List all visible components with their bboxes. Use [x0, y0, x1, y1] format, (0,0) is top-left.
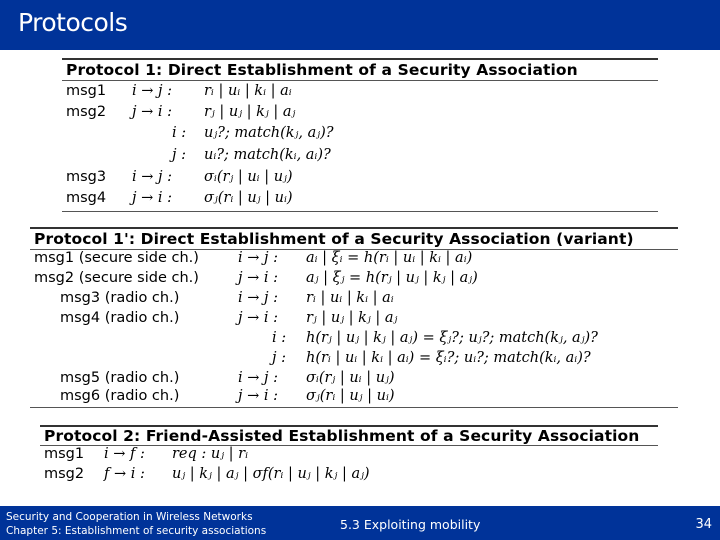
p1b-row-1-content: aᵢ | ξᵢ = h(rᵢ | uᵢ | kᵢ | aᵢ) [306, 250, 473, 266]
p1-row-1-dir: i → j : [132, 83, 172, 99]
footer-section: 5.3 Exploiting mobility [340, 517, 481, 532]
p1-row-2-content: rⱼ | uⱼ | kⱼ | aⱼ [204, 104, 296, 120]
p1-row-2-label: msg2 [66, 104, 107, 120]
p1-row-1-content: rᵢ | uᵢ | kᵢ | aᵢ [204, 83, 292, 99]
slide-title: Protocols [18, 8, 128, 37]
p1b-row-7-label: msg5 (radio ch.) [60, 370, 180, 386]
p1b-row-4-label: msg4 (radio ch.) [60, 310, 180, 326]
heading-rule [62, 80, 658, 81]
p1b-row-6-dir: j : [272, 350, 286, 366]
p2-row-2-dir: f → i : [104, 466, 145, 482]
p1-row-5-dir: i → j : [132, 169, 172, 185]
protocol-2-box [40, 425, 658, 505]
p1-row-6-content: σⱼ(rᵢ | uⱼ | uᵢ) [204, 190, 293, 206]
protocol-2-heading: Protocol 2: Friend-Assisted Establishment of a Security Association [44, 427, 640, 445]
p1-row-5-content: σᵢ(rⱼ | uᵢ | uⱼ) [204, 169, 293, 185]
p1b-row-1-dir: i → j : [238, 250, 278, 266]
p2-row-1-label: msg1 [44, 446, 85, 462]
footer-course-info [6, 510, 266, 538]
p1b-row-4-dir: j → i : [238, 310, 278, 326]
p1b-row-3-label: msg3 (radio ch.) [60, 290, 180, 306]
title-bar [0, 0, 720, 50]
top-rule [30, 227, 678, 229]
p1b-row-8-dir: j → i : [238, 388, 278, 404]
footer-chapter-title: Chapter 5: Establishment of security associations [6, 525, 267, 537]
p1b-row-8-content: σⱼ(rᵢ | uⱼ | uᵢ) [306, 388, 395, 404]
p1b-row-5-dir: i : [272, 330, 287, 346]
p1b-row-2-label: msg2 (secure side ch.) [34, 270, 199, 286]
p1-row-6-dir: j → i : [132, 190, 172, 206]
protocol-1-heading: Protocol 1: Direct Establishment of a Security Association [66, 61, 578, 79]
p1b-row-6-content: h(rᵢ | uᵢ | kᵢ | aᵢ) = ξᵢ?; uᵢ?; match(kᵢ, aᵢ)? [306, 350, 591, 366]
p1-row-2-dir: j → i : [132, 104, 172, 120]
p1b-row-7-dir: i → j : [238, 370, 278, 386]
p1-row-3-dir: i : [172, 125, 187, 141]
p1-row-5-label: msg3 [66, 169, 107, 185]
page-number: 34 [695, 517, 712, 532]
p1b-row-1-label: msg1 (secure side ch.) [34, 250, 199, 266]
p2-row-1-content: req : uⱼ | rᵢ [172, 446, 249, 462]
p1b-row-4-content: rⱼ | uⱼ | kⱼ | aⱼ [306, 310, 398, 326]
protocol-1-variant-box [30, 227, 678, 409]
p1b-row-2-dir: j → i : [238, 270, 278, 286]
p2-row-2-label: msg2 [44, 466, 85, 482]
p1-row-3-content: uⱼ?; match(kⱼ, aⱼ)? [204, 125, 334, 141]
protocol-1-box [62, 58, 658, 213]
p1-row-4-content: uᵢ?; match(kᵢ, aᵢ)? [204, 147, 331, 163]
footer-bar [0, 506, 720, 540]
p1b-row-5-content: h(rⱼ | uⱼ | kⱼ | aⱼ) = ξⱼ?; uⱼ?; match(kⱼ, aⱼ)? [306, 330, 598, 346]
p1b-row-2-content: aⱼ | ξⱼ = h(rⱼ | uⱼ | kⱼ | aⱼ) [306, 270, 478, 286]
p1b-row-3-dir: i → j : [238, 290, 278, 306]
p2-row-2-content: uⱼ | kⱼ | aⱼ | σf(rᵢ | uⱼ | kⱼ | aⱼ) [172, 466, 370, 482]
p1-row-1-label: msg1 [66, 83, 107, 99]
bottom-rule [62, 211, 658, 212]
top-rule [62, 58, 658, 60]
p1b-row-8-label: msg6 (radio ch.) [60, 388, 180, 404]
p1-row-4-dir: j : [172, 147, 186, 163]
p1b-row-7-content: σᵢ(rⱼ | uᵢ | uⱼ) [306, 370, 395, 386]
p1-row-6-label: msg4 [66, 190, 107, 206]
bottom-rule [30, 407, 678, 408]
footer-course-title: Security and Cooperation in Wireless Networks [6, 511, 253, 523]
p2-row-1-dir: i → f : [104, 446, 145, 462]
protocol-1-variant-heading: Protocol 1': Direct Establishment of a Security Association (variant) [34, 230, 634, 248]
p1b-row-3-content: rᵢ | uᵢ | kᵢ | aᵢ [306, 290, 394, 306]
